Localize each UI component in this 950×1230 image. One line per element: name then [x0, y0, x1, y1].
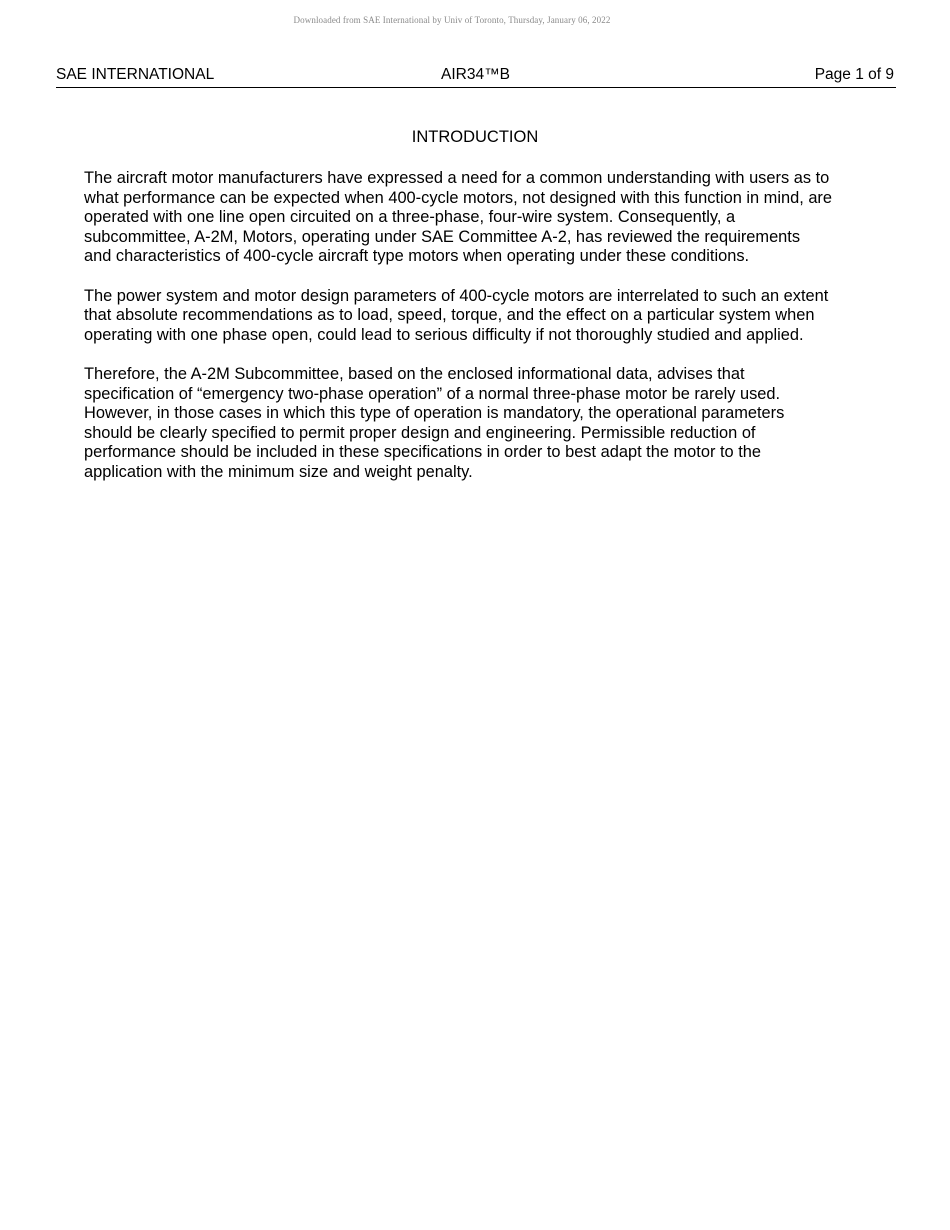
paragraph-line: specification of “emergency two-phase operation” of a normal three-phase motor be rarely used. [84, 384, 781, 403]
paragraph-line: subcommittee, A-2M, Motors, operating under SAE Committee A-2, has reviewed the requirements [84, 227, 801, 246]
paragraph-line: operated with one line open circuited on a three-phase, four-wire system. Consequently, a [84, 208, 736, 227]
body-text [84, 169, 884, 502]
paragraph-recommendation [84, 365, 884, 483]
paragraph-line: what performance can be expected when 400-cycle motors, not designed with this function in mind, are [84, 188, 833, 207]
header-organization: SAE INTERNATIONAL [56, 66, 215, 83]
paragraph-line: and characteristics of 400-cycle aircraft type motors when operating under these conditions. [84, 247, 750, 266]
section-title: INTRODUCTION [411, 128, 539, 146]
paragraph-line: The power system and motor design parameters of 400-cycle motors are interrelated to such an extent [84, 286, 829, 305]
paragraph-line: operating with one phase open, could lead to serious difficulty if not thoroughly studied and applied. [84, 325, 804, 344]
header-document-number: AIR34™B [441, 66, 510, 83]
download-watermark: Downloaded from SAE International by Univ of Toronto, Thursday, January 06, 2022 [293, 15, 611, 25]
paragraph-line: The aircraft motor manufacturers have expressed a need for a common understanding with users as to [84, 169, 830, 187]
paragraph-line: performance should be included in these specifications in order to best adapt the motor to the [84, 443, 761, 462]
paragraph-line: However, in those cases in which this type of operation is mandatory, the operational parameters [84, 404, 785, 423]
paragraph-line: should be clearly specified to permit proper design and engineering. Permissible reduction of [84, 423, 756, 442]
paragraph-line: that absolute recommendations as to load, speed, torque, and the effect on a particular system when [84, 306, 815, 325]
paragraph-design-parameters [84, 287, 884, 346]
paragraph-line: Therefore, the A-2M Subcommittee, based on the enclosed informational data, advises that [84, 364, 745, 383]
page-header [56, 66, 896, 88]
paragraph-line: application with the minimum size and weight penalty. [84, 462, 473, 481]
paragraph-introduction [84, 169, 884, 267]
header-page-label: Page 1 of 9 [814, 66, 894, 83]
